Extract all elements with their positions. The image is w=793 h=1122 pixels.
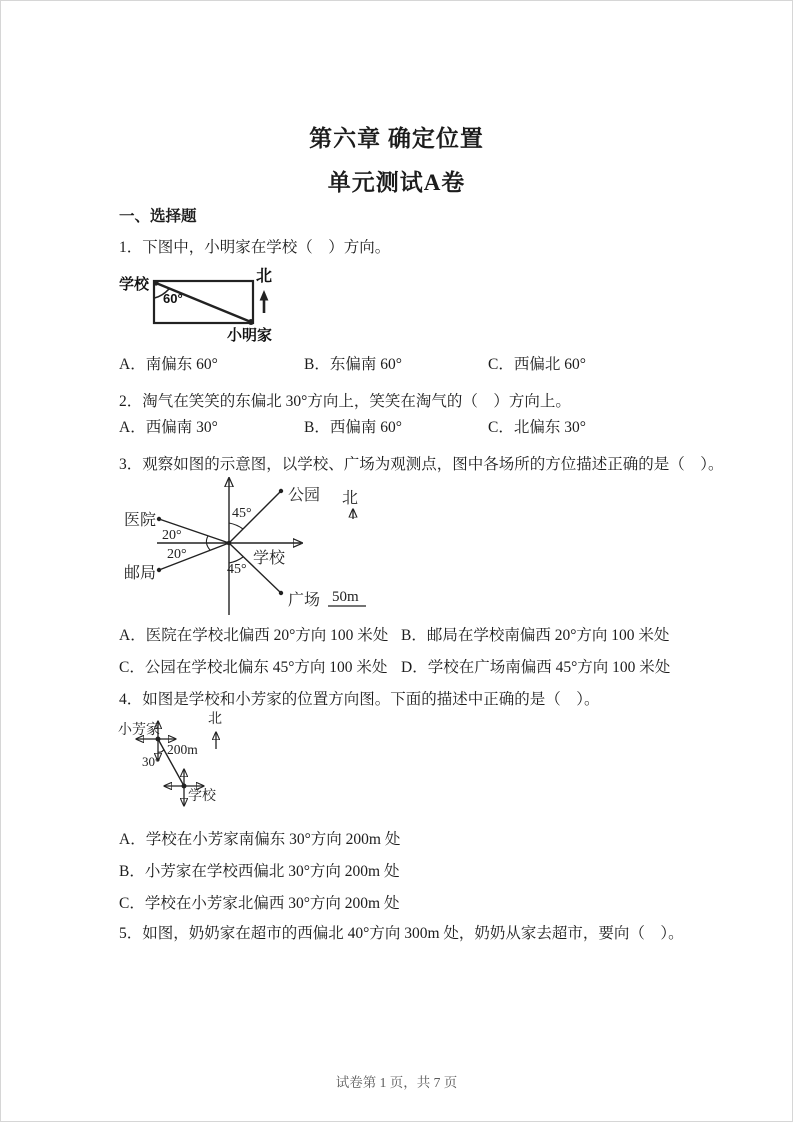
q3-option-d: D．学校在广场南偏西 45°方向 100 米处: [401, 659, 671, 676]
park-label: 公园: [288, 487, 321, 504]
hospital-point: [157, 517, 161, 521]
q2-option-c: C．北偏东 30°: [488, 419, 586, 436]
q4-option-b: B．小芳家在学校西偏北 30°方向 200m 处: [119, 863, 400, 880]
north-label: 北: [256, 268, 273, 285]
q4-option-a: A．学校在小芳家南偏东 30°方向 200m 处: [119, 831, 401, 848]
q2-option-a: A．西偏南 30°: [119, 419, 218, 436]
plaza-label: 广场: [288, 592, 321, 609]
angle-park-label: 45°: [232, 506, 252, 521]
q3-option-a: A．医院在学校北偏西 20°方向 100 米处: [119, 627, 389, 644]
distance-label: 200m: [167, 742, 198, 757]
q3-option-c: C．公园在学校北偏东 45°方向 100 米处: [119, 659, 388, 676]
q4-stem: 4．如图是学校和小芳家的位置方向图。下面的描述中正确的是（ ）。: [119, 691, 600, 708]
q1-diagram: [117, 261, 302, 349]
q2-options: [119, 415, 679, 437]
angle-label: 60°: [163, 291, 183, 306]
angle-post-label: 20°: [167, 547, 187, 562]
park-point: [279, 489, 283, 493]
north-arrow-icon: [260, 290, 269, 313]
q1-option-c: C．西偏北 60°: [488, 356, 586, 373]
q4-diagram: [109, 709, 249, 824]
q3-options-row1: [119, 623, 679, 645]
north-label: 北: [208, 712, 222, 727]
paper-title: 单元测试A卷: [327, 170, 466, 195]
post-office-point: [157, 568, 161, 572]
q1-options: [119, 352, 679, 374]
north-label: 北: [342, 490, 359, 507]
school-point: [153, 280, 158, 285]
q1-option-a: A．南偏东 60°: [119, 356, 218, 373]
post-office-label: 邮局: [124, 565, 157, 582]
plaza-point: [279, 591, 283, 595]
q1-option-b: B．东偏南 60°: [304, 356, 402, 373]
school-label: 学校: [253, 550, 286, 567]
school-label: 学校: [119, 276, 150, 293]
scale-label: 50m: [332, 589, 359, 605]
home-point: [248, 319, 254, 325]
q2-option-b: B．西偏南 60°: [304, 419, 402, 436]
school-point: [227, 541, 232, 546]
home-label: 小芳家: [118, 723, 160, 738]
q3-option-b: B．邮局在学校南偏西 20°方向 100 米处: [401, 627, 670, 644]
school-point: [182, 784, 187, 789]
q4-option-c: C．学校在小芳家北偏西 30°方向 200m 处: [119, 895, 400, 912]
section-heading: 一、选择题: [119, 208, 197, 225]
page-footer: 试卷第 1 页，共 7 页: [335, 1075, 458, 1090]
angle-plaza-label: 45°: [227, 562, 247, 577]
q3-options-row2: [119, 655, 679, 677]
hospital-label: 医院: [124, 512, 157, 529]
q2-stem: 2．淘气在笑笑的东偏北 30°方向上，笑笑在淘气的（ ）方向上。: [119, 393, 571, 410]
q3-stem: 3．观察如图的示意图，以学校、广场为观测点，图中各场所的方位描述正确的是（ ）。: [119, 456, 724, 473]
angle-arc: [158, 750, 164, 753]
angle-label: 30°: [142, 754, 161, 769]
angle-hospital-label: 20°: [162, 528, 182, 543]
q1-stem: 1．下图中，小明家在学校（ ）方向。: [119, 239, 391, 256]
q3-diagram: [109, 467, 419, 622]
home-label: 小明家: [227, 327, 273, 344]
school-label: 学校: [188, 789, 216, 804]
q5-stem: 5．如图，奶奶家在超市的西偏北 40°方向 300m 处，奶奶从家去超市，要向（ ）。: [119, 925, 684, 942]
scale-bar: [328, 589, 366, 606]
chapter-title: 第六章 确定位置: [309, 126, 484, 151]
